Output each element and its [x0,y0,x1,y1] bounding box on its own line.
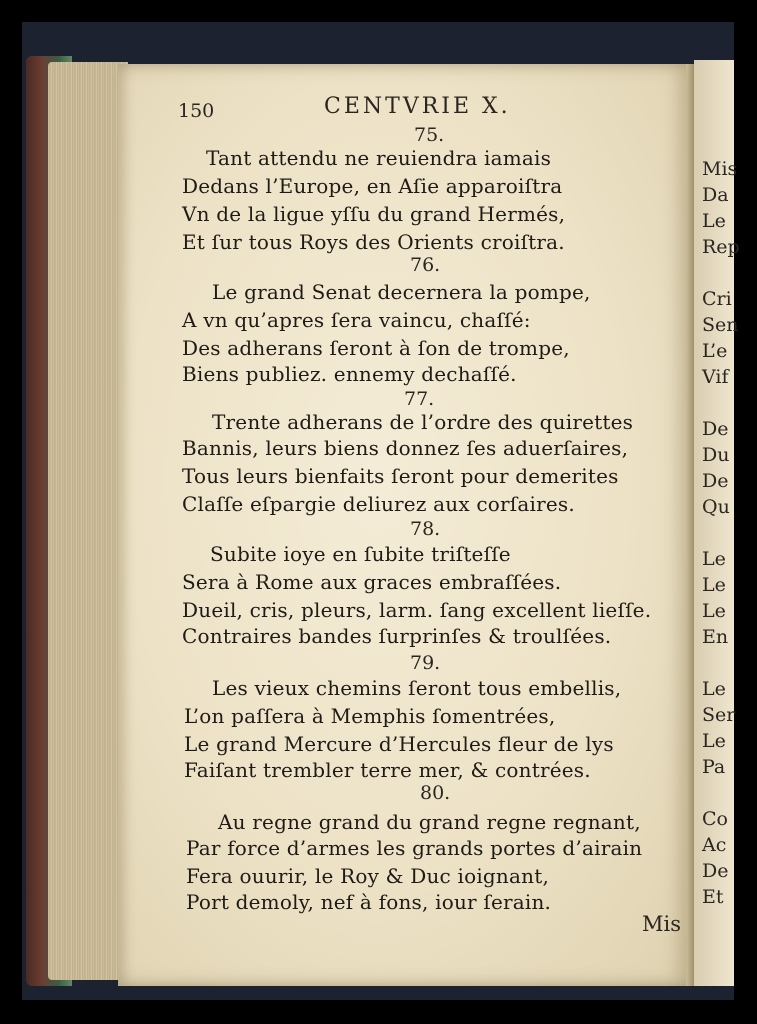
facing-line: Le [702,730,726,752]
verse-line: Tous leurs bienfaits ſeront pour demerites [182,464,619,488]
stanza-number: 78. [410,518,441,540]
verse-line: Des adherans ſeront à ſon de trompe, [182,336,570,360]
facing-line: Le [702,574,726,596]
facing-line: Le [702,600,726,622]
facing-line: Sen [702,314,739,336]
facing-line: En [702,626,729,648]
facing-line: Du [702,444,730,466]
verse-line: Tant attendu ne reuiendra iamais [206,146,552,170]
verse-line: Le grand Mercure d’Hercules fleur de lys [184,732,614,756]
facing-line: Da [702,184,729,206]
verse-line: Dedans l’Europe, en Aſie apparoiſtra [182,174,563,198]
facing-line: Le [702,548,726,570]
verse-line: Les vieux chemins ſeront tous embellis, [212,676,622,700]
verse-line: Subite ioye en ſubite triſteſſe [210,542,511,566]
facing-line: Le [702,210,726,232]
verse-line: Bannis, leurs biens donnez ſes aduerſaires, [182,436,629,460]
facing-line: Pa [702,756,726,778]
verse-line: Faiſant trembler terre mer, & contrées. [184,758,591,782]
verse-line: Par force d’armes les grands portes d’airain [186,836,643,860]
verse-line: Et ſur tous Roys des Orients croiſtra. [182,230,565,254]
facing-line: De [702,860,729,882]
verse-line: Au regne grand du grand regne regnant, [218,810,641,834]
facing-line: De [702,418,729,440]
verse-line: A vn qu’apres ſera vaincu, chaſſé: [182,308,531,332]
verse-line: Sera à Rome aux graces embraſſées. [182,570,562,594]
verse-line: Vn de la ligue yſſu du grand Hermés, [182,202,566,226]
verse-line: Trente adherans de l’ordre des quirettes [212,410,634,434]
facing-line: Qu [702,496,730,518]
facing-line: Vif [702,366,729,388]
facing-line: Et [702,886,724,908]
facing-line: De [702,470,729,492]
stanza-number: 76. [410,254,441,276]
verse-line: Port demoly, nef à fons, iour ſerain. [186,890,552,914]
verse-line: Dueil, cris, pleurs, larm. ſang excellent lieſſe. [182,598,652,622]
stanza-number: 75. [414,124,445,146]
stanza-number: 77. [404,388,435,410]
page-edges [48,62,128,980]
facing-line: Le [702,678,726,700]
facing-line: Co [702,808,728,830]
facing-line: Mis [702,158,738,180]
facing-line: L’e [702,340,728,362]
verse-line: Claſſe eſpargie deliurez aux corſaires. [182,492,575,516]
verse-line: Contraires bandes ſurprinſes & troulſées. [182,624,612,648]
verse-line: Le grand Senat decernera la pompe, [212,280,591,304]
catchword: Mis [642,912,681,936]
facing-line: Ac [702,834,727,856]
stanza-number: 80. [420,782,451,804]
page-number: 150 [178,100,215,122]
verse-line: Biens publiez. ennemy dechaſſé. [182,362,517,386]
facing-line: Cri [702,288,732,310]
verse-line: L’on paſſera à Memphis ſomentrées, [184,704,556,728]
stanza-number: 79. [410,652,441,674]
running-head: CENTVRIE X. [324,94,511,119]
facing-line: Rep [702,236,740,258]
facing-line: Ser [702,704,736,726]
facing-page [694,60,740,986]
verse-line: Fera ouurir, le Roy & Duc ioignant, [186,864,549,888]
